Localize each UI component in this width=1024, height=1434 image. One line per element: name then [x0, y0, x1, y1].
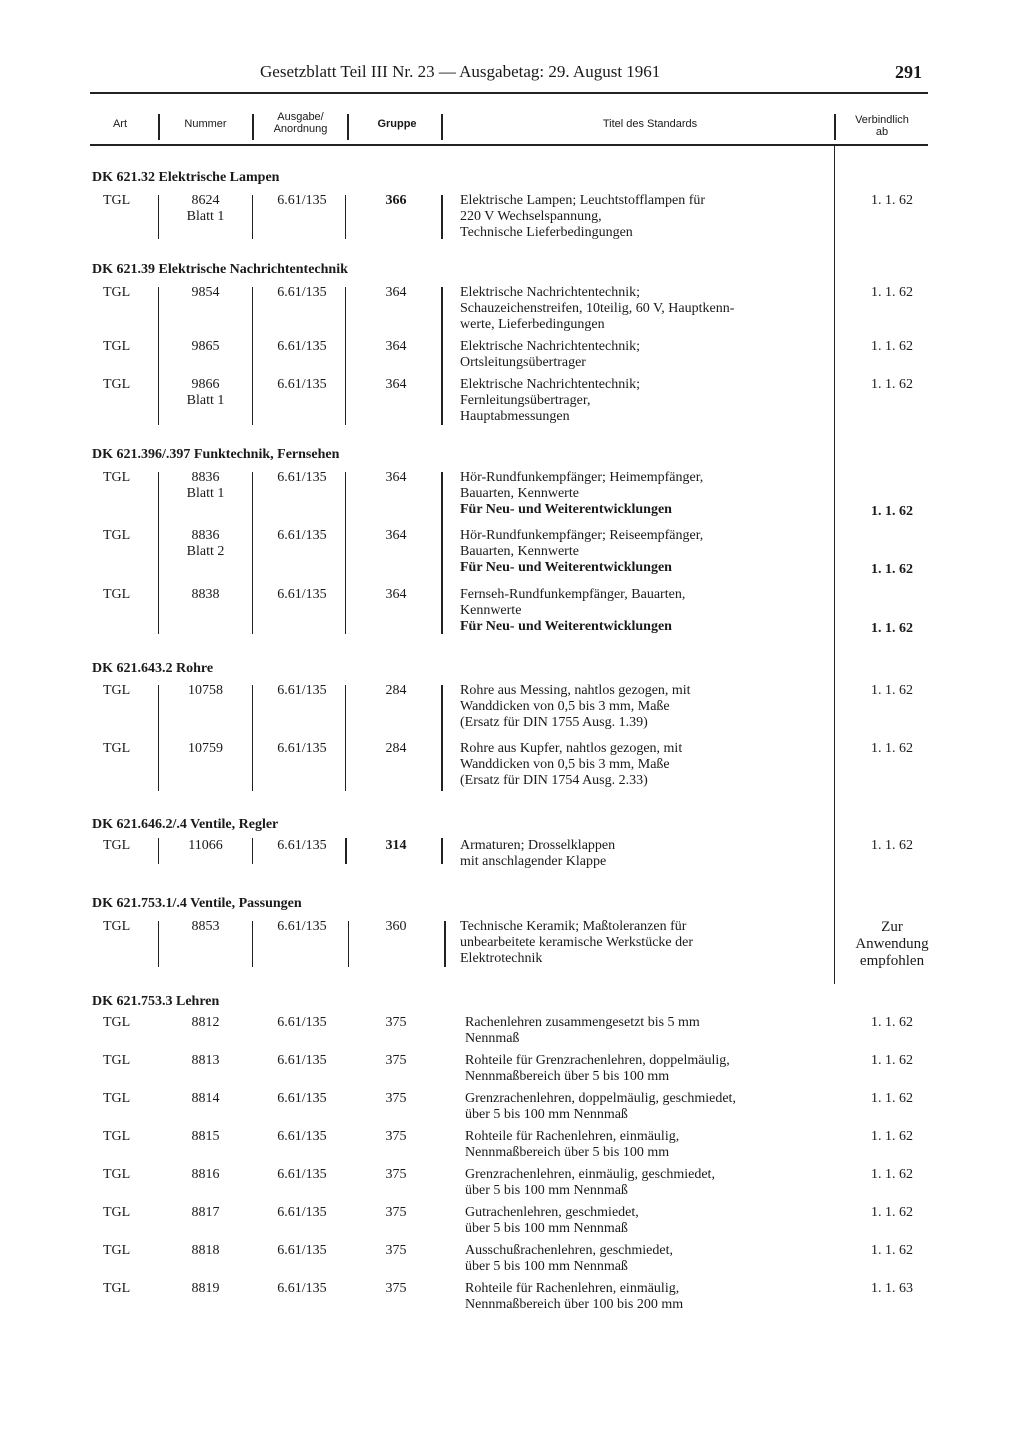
title-line: Hör-Rundfunkempfänger; Reiseempfänger, — [460, 528, 704, 543]
nummer-cell: 8812 — [191, 1015, 220, 1030]
title-line: Hauptabmessungen — [460, 409, 570, 424]
col-verbindlich — [838, 114, 926, 138]
nummer-cell: 8816 — [191, 1167, 220, 1182]
gruppe-cell: 364 — [385, 377, 407, 392]
gruppe-cell: 375 — [385, 1243, 407, 1258]
verbindlich-line: empfohlen — [859, 953, 925, 969]
verbindlich-line: Zur — [881, 919, 903, 935]
gruppe-cell: 375 — [385, 1015, 407, 1030]
title-line: Wanddicken von 0,5 bis 3 mm, Maße — [460, 699, 670, 714]
art-cell: TGL — [103, 1015, 131, 1030]
section-heading: DK 621.643.2 Rohre — [92, 661, 214, 676]
title-line: (Ersatz für DIN 1755 Ausg. 1.39) — [460, 715, 648, 730]
col-ausgabe-line1: Ausgabe/ — [277, 111, 324, 123]
ausgabe-cell: 6.61/135 — [277, 470, 327, 485]
art-cell: TGL — [103, 1091, 131, 1106]
title-line: über 5 bis 100 mm Nennmaß — [465, 1259, 628, 1274]
title-line: Grenzrachenlehren, doppelmäulig, geschmiedet, — [465, 1091, 736, 1106]
title-line: Bauarten, Kennwerte — [460, 486, 579, 501]
art-cell: TGL — [103, 1205, 131, 1220]
ausgabe-cell: 6.61/135 — [277, 919, 327, 934]
gruppe-cell: 375 — [385, 1281, 407, 1296]
art-cell: TGL — [103, 838, 131, 853]
verbindlich-line: Anwendung — [855, 936, 929, 952]
title-line: über 5 bis 100 mm Nennmaß — [465, 1107, 628, 1122]
gruppe-cell: 375 — [385, 1205, 407, 1220]
title-line: Für Neu- und Weiterentwicklungen — [460, 502, 672, 517]
verbindlich-cell: 1. 1. 62 — [871, 838, 913, 853]
title-line: Gutrachenlehren, geschmiedet, — [465, 1205, 639, 1220]
blatt-value: Blatt 1 — [186, 486, 225, 501]
gruppe-cell: 375 — [385, 1053, 407, 1068]
row-rule — [252, 195, 253, 239]
top-rule — [90, 92, 928, 94]
ausgabe-cell: 6.61/135 — [277, 1129, 327, 1144]
title-line: Technische Keramik; Maßtoleranzen für — [460, 919, 687, 934]
title-cell — [465, 1091, 835, 1123]
gruppe-cell: 375 — [385, 1167, 407, 1182]
section-heading: DK 621.396/.397 Funktechnik, Fernsehen — [92, 447, 340, 462]
col-divider — [347, 114, 349, 140]
nummer-cell: 9865 — [191, 339, 220, 354]
title-line: Nennmaßbereich über 5 bis 100 mm — [465, 1145, 670, 1160]
row-rule — [441, 287, 443, 425]
row-rule — [158, 685, 159, 791]
row-rule — [348, 921, 349, 967]
col-titel: Titel des Standards — [602, 118, 698, 130]
title-line: Elektrische Lampen; Leuchtstofflampen für — [460, 193, 706, 208]
title-cell — [460, 339, 830, 371]
title-line: Rachenlehren zusammengesetzt bis 5 mm — [465, 1015, 700, 1030]
row-rule — [158, 195, 159, 239]
nummer-cell: 8814 — [191, 1091, 220, 1106]
title-line: (Ersatz für DIN 1754 Ausg. 2.33) — [460, 773, 648, 788]
art-cell: TGL — [103, 470, 131, 485]
title-line: Ausschußrachenlehren, geschmiedet, — [465, 1243, 673, 1258]
col-art: Art — [112, 118, 128, 130]
art-cell: TGL — [103, 1053, 131, 1068]
title-line: Elektrische Nachrichtentechnik; — [460, 285, 640, 300]
title-line: Elektrische Nachrichtentechnik; — [460, 339, 640, 354]
title-cell — [460, 377, 830, 425]
row-rule — [158, 472, 159, 634]
col-divider — [441, 114, 443, 140]
gruppe-cell: 375 — [385, 1091, 407, 1106]
title-line: Technische Lieferbedingungen — [460, 225, 633, 240]
art-cell: TGL — [103, 919, 131, 934]
title-line: Elektrische Nachrichtentechnik; — [460, 377, 640, 392]
ausgabe-cell: 6.61/135 — [277, 285, 327, 300]
art-cell: TGL — [103, 285, 131, 300]
title-line: Rohteile für Grenzrachenlehren, doppelmäulig, — [465, 1053, 730, 1068]
title-cell — [460, 919, 830, 967]
col-ausgabe-line2: Anordnung — [273, 123, 328, 135]
blatt-value: Blatt 1 — [186, 209, 225, 224]
title-line: unbearbeitete keramische Werkstücke der — [460, 935, 694, 950]
ausgabe-cell: 6.61/135 — [277, 1243, 327, 1258]
title-line: Nennmaß — [465, 1031, 520, 1046]
gruppe-cell: 314 — [385, 838, 407, 853]
col-divider — [158, 114, 160, 140]
nummer-cell: 8853 — [191, 919, 220, 934]
title-cell — [465, 1129, 835, 1161]
section-heading: DK 621.753.3 Lehren — [92, 994, 220, 1009]
title-cell — [460, 193, 830, 241]
row-rule — [441, 195, 443, 239]
verbindlich-cell: 1. 1. 63 — [871, 1281, 913, 1296]
gruppe-cell: 360 — [385, 919, 407, 934]
art-cell: TGL — [103, 1167, 131, 1182]
section-heading: DK 621.753.1/.4 Ventile, Passungen — [92, 896, 302, 911]
verbindlich-cell: 1. 1. 62 — [871, 1129, 913, 1144]
col-gruppe: Gruppe — [377, 118, 417, 130]
verbindlich-cell: 1. 1. 62 — [871, 1167, 913, 1182]
gruppe-cell: 284 — [385, 741, 407, 756]
ausgabe-cell: 6.61/135 — [277, 339, 327, 354]
art-cell: TGL — [103, 377, 131, 392]
title-line: Rohteile für Rachenlehren, einmäulig, — [465, 1129, 680, 1144]
nummer-cell — [168, 470, 243, 502]
verbindlich-cell: 1. 1. 62 — [871, 1243, 913, 1258]
ausgabe-cell: 6.61/135 — [277, 741, 327, 756]
title-cell — [465, 1243, 835, 1275]
title-line: Rohre aus Messing, nahtlos gezogen, mit — [460, 683, 691, 698]
title-line: Kennwerte — [460, 603, 522, 618]
nummer-cell: 9854 — [191, 285, 220, 300]
verbindlich-cell: 1. 1. 62 — [871, 562, 913, 577]
nummer-cell: 8819 — [191, 1281, 220, 1296]
gruppe-cell: 375 — [385, 1129, 407, 1144]
nummer-value: 8836 — [191, 528, 220, 543]
title-cell — [465, 1205, 835, 1237]
verbindlich-cell: 1. 1. 62 — [871, 1053, 913, 1068]
title-cell — [460, 838, 830, 870]
row-rule — [441, 472, 443, 634]
nummer-cell: 8815 — [191, 1129, 220, 1144]
journal-title: Gesetzblatt Teil III Nr. 23 — Ausgabetag: 29. August 1961 — [260, 62, 661, 81]
title-line: Schauzeichenstreifen, 10teilig, 60 V, Hauptkenn- — [460, 301, 735, 316]
title-line: Grenzrachenlehren, einmäulig, geschmiedet, — [465, 1167, 715, 1182]
title-cell — [460, 683, 830, 731]
title-line: Nennmaßbereich über 5 bis 100 mm — [465, 1069, 670, 1084]
row-rule — [444, 921, 446, 967]
row-rule — [345, 472, 346, 634]
art-cell: TGL — [103, 587, 131, 602]
title-line: Elektrotechnik — [460, 951, 543, 966]
title-line: werte, Lieferbedingungen — [460, 317, 605, 332]
nummer-cell — [168, 377, 243, 409]
ausgabe-cell: 6.61/135 — [277, 1167, 327, 1182]
gruppe-cell: 364 — [385, 587, 407, 602]
verbindlich-cell: 1. 1. 62 — [871, 339, 913, 354]
title-cell — [460, 528, 830, 576]
ausgabe-cell: 6.61/135 — [277, 1015, 327, 1030]
title-line: über 5 bis 100 mm Nennmaß — [465, 1221, 628, 1236]
nummer-cell: 11066 — [188, 838, 223, 853]
verbindlich-cell: 1. 1. 62 — [871, 1205, 913, 1220]
ausgabe-cell: 6.61/135 — [277, 587, 327, 602]
ausgabe-cell: 6.61/135 — [277, 377, 327, 392]
gruppe-cell: 364 — [385, 339, 407, 354]
row-rule — [252, 838, 253, 864]
nummer-value: 8624 — [191, 193, 220, 208]
row-rule — [252, 472, 253, 634]
row-rule — [441, 685, 443, 791]
nummer-value: 9866 — [191, 377, 220, 392]
art-cell: TGL — [103, 528, 131, 543]
verbindlich-column-rule — [834, 144, 835, 984]
title-cell — [460, 470, 830, 518]
art-cell: TGL — [103, 339, 131, 354]
row-rule — [252, 287, 253, 425]
row-rule — [345, 685, 346, 791]
nummer-cell: 8818 — [191, 1243, 220, 1258]
title-line: Fernseh-Rundfunkempfänger, Bauarten, — [460, 587, 686, 602]
nummer-cell: 8838 — [191, 587, 220, 602]
title-line: Bauarten, Kennwerte — [460, 544, 579, 559]
row-rule — [252, 921, 253, 967]
ausgabe-cell: 6.61/135 — [277, 1205, 327, 1220]
ausgabe-cell: 6.61/135 — [277, 838, 327, 853]
nummer-value: 8836 — [191, 470, 220, 485]
col-divider — [252, 114, 254, 140]
title-line: Fernleitungsübertrager, — [460, 393, 591, 408]
page-number: 291 — [895, 62, 922, 82]
nummer-cell: 10759 — [188, 741, 223, 756]
title-cell — [460, 741, 830, 789]
row-rule — [345, 287, 346, 425]
title-line: Für Neu- und Weiterentwicklungen — [460, 619, 672, 634]
title-line: Hör-Rundfunkempfänger; Heimempfänger, — [460, 470, 704, 485]
row-rule — [441, 838, 443, 864]
verbindlich-cell: 1. 1. 62 — [871, 741, 913, 756]
row-rule — [345, 195, 346, 239]
blatt-value: Blatt 2 — [186, 544, 225, 559]
nummer-cell — [168, 193, 243, 225]
row-rule — [345, 838, 347, 864]
col-verbindlich-line2: ab — [875, 126, 889, 138]
nummer-cell: 8813 — [191, 1053, 220, 1068]
ausgabe-cell: 6.61/135 — [277, 683, 327, 698]
verbindlich-cell: 1. 1. 62 — [871, 1015, 913, 1030]
title-cell — [460, 587, 830, 635]
verbindlich-cell: 1. 1. 62 — [871, 683, 913, 698]
nummer-cell: 8817 — [191, 1205, 220, 1220]
col-ausgabe — [258, 111, 343, 135]
nummer-cell: 10758 — [188, 683, 223, 698]
nummer-cell — [168, 528, 243, 560]
verbindlich-cell — [842, 919, 942, 970]
title-line: Nennmaßbereich über 100 bis 200 mm — [465, 1297, 684, 1312]
ausgabe-cell: 6.61/135 — [277, 193, 327, 208]
art-cell: TGL — [103, 741, 131, 756]
verbindlich-cell: 1. 1. 62 — [871, 1091, 913, 1106]
title-line: Rohteile für Rachenlehren, einmäulig, — [465, 1281, 680, 1296]
title-line: Wanddicken von 0,5 bis 3 mm, Maße — [460, 757, 670, 772]
gruppe-cell: 366 — [385, 193, 407, 208]
section-heading: DK 621.32 Elektrische Lampen — [92, 170, 280, 185]
row-rule — [158, 921, 159, 967]
gruppe-cell: 284 — [385, 683, 407, 698]
art-cell: TGL — [103, 1281, 131, 1296]
verbindlich-cell: 1. 1. 62 — [871, 193, 913, 208]
ausgabe-cell: 6.61/135 — [277, 1281, 327, 1296]
title-cell — [460, 285, 830, 333]
header-bottom-rule — [90, 144, 928, 146]
title-line: mit anschlagender Klappe — [460, 854, 607, 869]
art-cell: TGL — [103, 193, 131, 208]
title-line: über 5 bis 100 mm Nennmaß — [465, 1183, 628, 1198]
section-heading: DK 621.39 Elektrische Nachrichtentechnik — [92, 262, 348, 277]
art-cell: TGL — [103, 683, 131, 698]
row-rule — [158, 838, 159, 864]
col-verbindlich-line1: Verbindlich — [855, 114, 909, 126]
title-cell — [465, 1167, 835, 1199]
verbindlich-cell: 1. 1. 62 — [871, 285, 913, 300]
blatt-value: Blatt 1 — [186, 393, 225, 408]
col-nummer: Nummer — [184, 118, 227, 130]
title-line: Armaturen; Drosselklappen — [460, 838, 616, 853]
title-line: Rohre aus Kupfer, nahtlos gezogen, mit — [460, 741, 683, 756]
title-cell — [465, 1281, 835, 1313]
ausgabe-cell: 6.61/135 — [277, 528, 327, 543]
art-cell: TGL — [103, 1129, 131, 1144]
title-cell — [465, 1053, 835, 1085]
col-divider — [834, 114, 836, 140]
title-line: Für Neu- und Weiterentwicklungen — [460, 560, 672, 575]
title-cell — [465, 1015, 835, 1047]
ausgabe-cell: 6.61/135 — [277, 1091, 327, 1106]
row-rule — [252, 685, 253, 791]
art-cell: TGL — [103, 1243, 131, 1258]
gruppe-cell: 364 — [385, 470, 407, 485]
section-heading: DK 621.646.2/.4 Ventile, Regler — [92, 817, 279, 832]
ausgabe-cell: 6.61/135 — [277, 1053, 327, 1068]
gruppe-cell: 364 — [385, 528, 407, 543]
title-line: 220 V Wechselspannung, — [460, 209, 602, 224]
gruppe-cell: 364 — [385, 285, 407, 300]
verbindlich-cell: 1. 1. 62 — [871, 621, 913, 636]
verbindlich-cell: 1. 1. 62 — [871, 504, 913, 519]
title-line: Ortsleitungsübertrager — [460, 355, 586, 370]
row-rule — [158, 287, 159, 425]
verbindlich-cell: 1. 1. 62 — [871, 377, 913, 392]
